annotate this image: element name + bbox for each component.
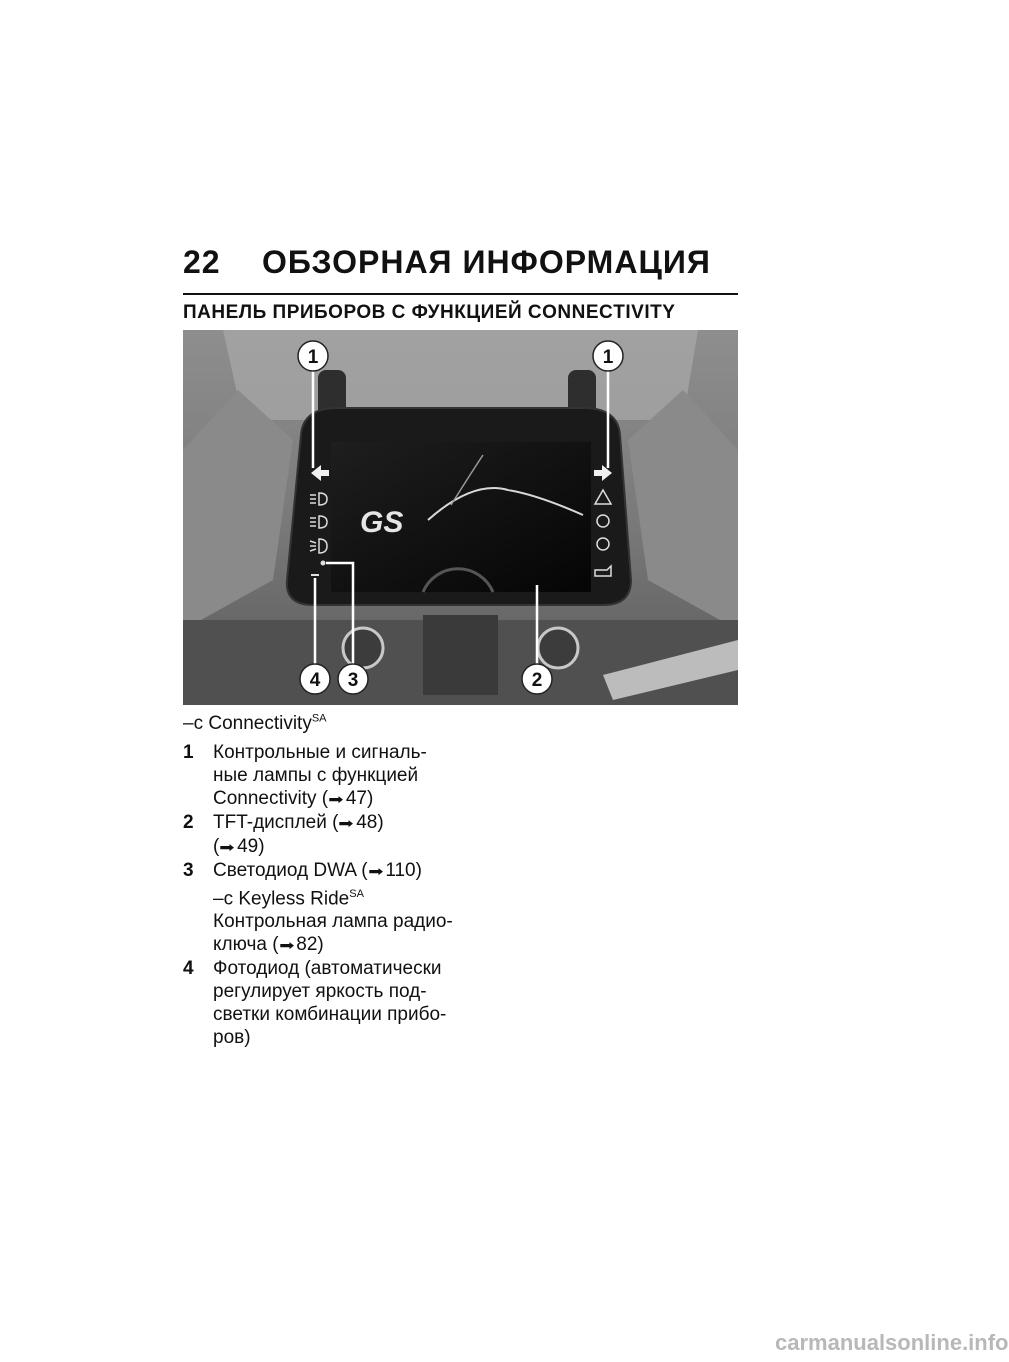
- chapter-title: ОБЗОРНАЯ ИНФОРМАЦИЯ: [262, 244, 711, 280]
- photodiode: [311, 574, 319, 576]
- legend-item-1: 1 Контрольные и сигналь- ные лампы с функцией Connectivity (➡ 47): [183, 742, 427, 809]
- callout-4: [300, 664, 330, 694]
- windshield: [223, 330, 698, 420]
- callout-2: [522, 664, 552, 694]
- dwa-led: [321, 561, 326, 566]
- page-ref-arrow-icon: ➡: [278, 937, 295, 954]
- item-number: 4: [183, 958, 194, 980]
- item-number: 1: [183, 742, 194, 763]
- legend-item-4: 4 Фотодиод (автоматически регулирует яркость под- светки комбинации прибо- ров): [183, 958, 447, 1049]
- page-ref-link[interactable]: 110): [385, 860, 422, 881]
- page-ref-arrow-icon: ➡: [367, 863, 384, 879]
- watermark: carmanualsonline.info: [775, 1330, 1009, 1355]
- callout-3: [338, 664, 368, 694]
- svg-text:1: 1: [602, 347, 614, 368]
- page-ref-link[interactable]: 48): [356, 812, 384, 833]
- section-title: ПАНЕЛЬ ПРИБОРОВ С ФУНКЦИЕЙ CONNECTIVITY: [183, 302, 676, 323]
- page-ref-arrow-icon: ➡: [219, 839, 235, 855]
- steering-clamp: [423, 615, 498, 695]
- item-number: 3: [183, 860, 194, 881]
- page-ref-arrow-icon: ➡: [338, 815, 354, 831]
- page-number: 22: [183, 244, 221, 280]
- callout-1-left: [298, 341, 328, 371]
- right-mount: [538, 628, 578, 668]
- left-mount: [343, 628, 383, 668]
- page-ref-link[interactable]: 82): [296, 934, 324, 956]
- svg-text:3: 3: [347, 670, 359, 691]
- legend-item-2: 2 TFT-дисплей (➡ 48) (➡ 49): [183, 812, 384, 857]
- display-logo: GS: [360, 506, 404, 539]
- condition-connectivity: –с Connectivity$^{SA}$: [183, 712, 327, 734]
- page-ref-arrow-icon: ➡: [328, 791, 344, 807]
- svg-text:2: 2: [531, 670, 543, 691]
- svg-text:4: 4: [309, 670, 321, 691]
- page-ref-link[interactable]: 49): [237, 836, 265, 857]
- instrument-panel-photo: [183, 330, 738, 705]
- legend-text: [183, 712, 453, 1049]
- item-number: 2: [183, 812, 194, 833]
- page-ref-link[interactable]: 47): [345, 788, 374, 809]
- legend-item-3: 3 Светодиод DWA (➡ 110) –с Keyless Ride$^{SA}$ Контрольная лампа радио- ключа (➡ 82): [183, 860, 453, 956]
- svg-text:1: 1: [307, 347, 319, 368]
- callout-1-right: [593, 341, 623, 371]
- header-rule: [183, 293, 738, 295]
- condition-keyless-ride: –с Keyless Ride$^{SA}$: [213, 888, 364, 910]
